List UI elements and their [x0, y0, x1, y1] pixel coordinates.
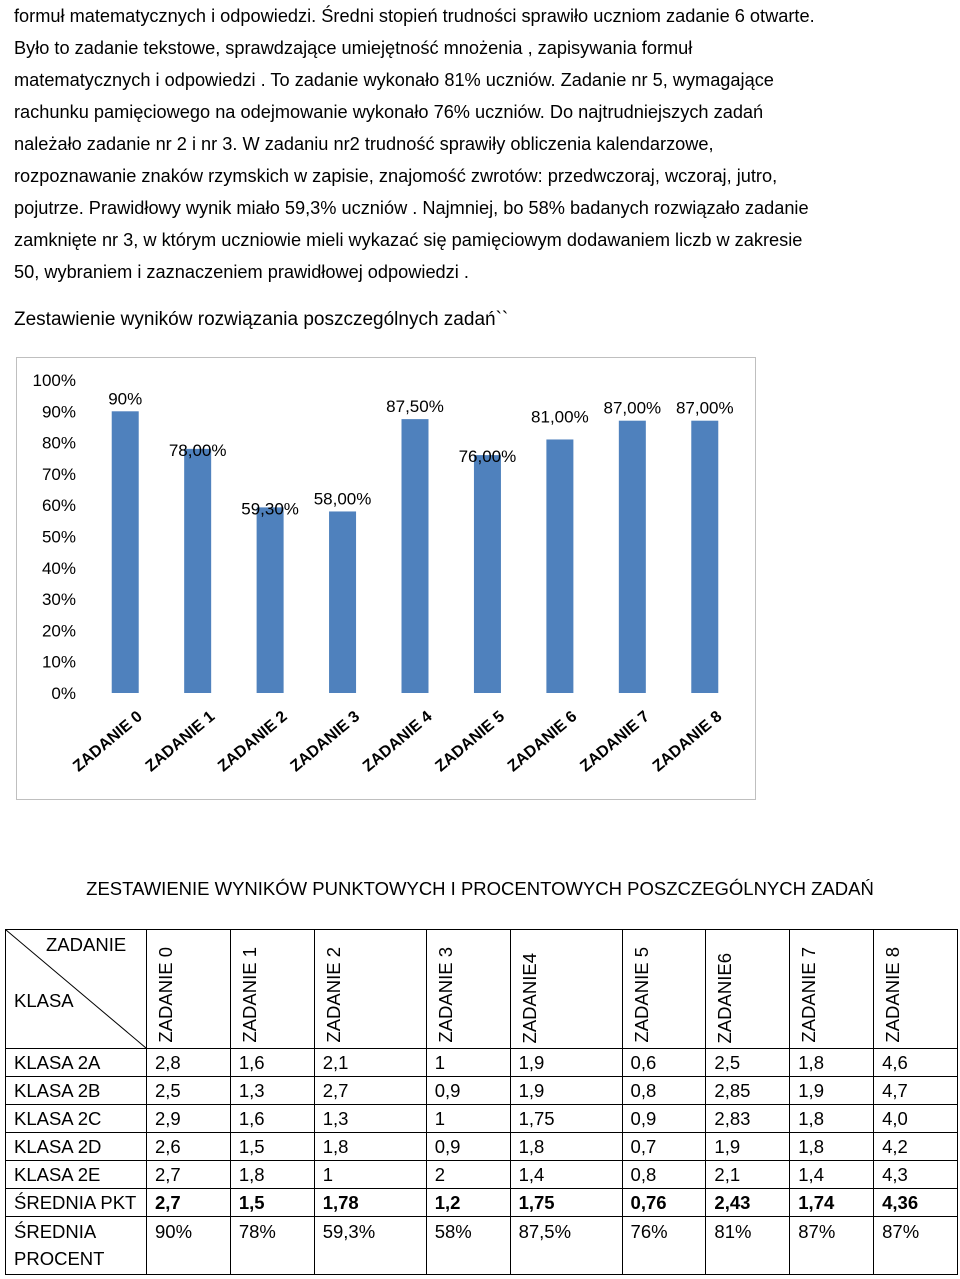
- bar-chart-svg: [17, 358, 755, 799]
- y-tick-label: 70%: [41, 464, 76, 484]
- table-cell: 1,75: [510, 1105, 622, 1133]
- column-header: ZADANIE 1: [230, 930, 314, 1049]
- table-cell: 87%: [874, 1217, 958, 1275]
- results-table: [5, 929, 958, 1275]
- chart-bar: [112, 411, 139, 693]
- table-cell: 1,9: [706, 1133, 790, 1161]
- table-cell: 2,1: [314, 1049, 426, 1077]
- y-tick-label: 40%: [41, 558, 76, 578]
- table-cell: 1,8: [314, 1133, 426, 1161]
- table-cell: 1,9: [510, 1049, 622, 1077]
- table-cell: 2,7: [314, 1077, 426, 1105]
- x-tick-label: ZADANIE 2: [215, 708, 291, 776]
- chart-bar: [474, 455, 501, 693]
- table-cell: 87,5%: [510, 1217, 622, 1275]
- column-header: ZADANIE 7: [790, 930, 874, 1049]
- table-cell: 1: [426, 1049, 510, 1077]
- table-cell: 2,85: [706, 1077, 790, 1105]
- table-cell: 2,6: [147, 1133, 231, 1161]
- corner-header-classes: KLASA: [14, 990, 74, 1011]
- paragraph-line: rozpoznawanie znaków rzymskich w zapisie, znajomość zwrotów: przedwczoraj, wczoraj, jutro,: [14, 166, 778, 186]
- x-tick-label: ZADANIE 8: [649, 708, 726, 776]
- table-cell: 4,2: [874, 1133, 958, 1161]
- table-cell: 1,9: [510, 1077, 622, 1105]
- y-tick-label: 0%: [51, 684, 76, 703]
- y-tick-label: 90%: [41, 402, 76, 422]
- table-title: ZESTAWIENIE WYNIKÓW PUNKTOWYCH I PROCENTOWYCH POSZCZEGÓLNYCH ZADAŃ: [86, 878, 874, 899]
- table-cell: 0,9: [426, 1133, 510, 1161]
- x-tick-label: ZADANIE 5: [432, 708, 509, 776]
- table-cell: 0,8: [622, 1161, 706, 1189]
- row-label: KLASA 2C: [6, 1105, 147, 1133]
- table-row: [6, 1133, 958, 1161]
- data-label: 58,00%: [313, 489, 372, 509]
- y-tick-label: 20%: [41, 621, 76, 641]
- table-cell: 1,8: [790, 1049, 874, 1077]
- paragraph-line: zamknięte nr 3, w którym uczniowie mieli wykazać się pamięciowym dodawaniem liczb w zakresie: [14, 230, 803, 250]
- paragraph-line: należało zadanie nr 2 i nr 3. W zadaniu nr2 trudność sprawiły obliczenia kalendarzowe,: [14, 134, 714, 154]
- table-cell: 90%: [147, 1217, 231, 1275]
- column-header: ZADANIE4: [510, 930, 622, 1049]
- table-row: [6, 1217, 958, 1275]
- column-header: ZADANIE 3: [426, 930, 510, 1049]
- x-tick-label: ZADANIE 1: [142, 708, 219, 776]
- data-label: 59,30%: [241, 499, 299, 519]
- table-cell: 2,5: [147, 1077, 231, 1105]
- table-cell: 58%: [426, 1217, 510, 1275]
- data-label: 87,50%: [386, 397, 444, 417]
- y-tick-label: 60%: [41, 496, 76, 516]
- table-cell: 2,43: [706, 1189, 790, 1217]
- table-row: [6, 1189, 958, 1217]
- row-label: KLASA 2E: [6, 1161, 147, 1189]
- table-cell: 4,36: [874, 1189, 958, 1217]
- column-header: ZADANIE 2: [314, 930, 426, 1049]
- table-cell: 1,8: [230, 1161, 314, 1189]
- table-cell: 2,1: [706, 1161, 790, 1189]
- table-corner-cell: [6, 930, 147, 1049]
- data-label: 87,00%: [603, 398, 662, 418]
- column-header: ZADANIE6: [706, 930, 790, 1049]
- chart-bar: [619, 421, 646, 693]
- y-tick-label: 30%: [41, 590, 76, 610]
- table-header-row: [6, 930, 958, 1049]
- y-tick-label: 50%: [41, 527, 76, 547]
- table-cell: 4,3: [874, 1161, 958, 1189]
- table-cell: 0,6: [622, 1049, 706, 1077]
- x-tick-label: ZADANIE 0: [70, 708, 146, 776]
- y-tick-label: 100%: [32, 371, 76, 390]
- table-cell: 1,74: [790, 1189, 874, 1217]
- body-paragraph: [14, 0, 949, 288]
- table-row: [6, 1105, 958, 1133]
- table-cell: 1,6: [230, 1049, 314, 1077]
- table-cell: 0,9: [426, 1077, 510, 1105]
- row-label: KLASA 2B: [6, 1077, 147, 1105]
- table-cell: 2,7: [147, 1161, 231, 1189]
- data-label: 76,00%: [458, 447, 517, 467]
- table-cell: 1,3: [230, 1077, 314, 1105]
- section-subtitle: Zestawienie wyników rozwiązania poszczególnych zadań``: [14, 309, 509, 330]
- y-tick-label: 80%: [41, 433, 76, 453]
- table-cell: 1,9: [790, 1077, 874, 1105]
- table-cell: 2,9: [147, 1105, 231, 1133]
- paragraph-line: Było to zadanie tekstowe, sprawdzające umiejętność mnożenia , zapisywania formuł: [14, 38, 693, 58]
- table-cell: 1,4: [510, 1161, 622, 1189]
- paragraph-line: 50, wybraniem i zaznaczeniem prawidłowej odpowiedzi .: [14, 262, 469, 282]
- table-cell: 4,0: [874, 1105, 958, 1133]
- paragraph-line: pojutrze. Prawidłowy wynik miało 59,3% uczniów . Najmniej, bo 58% badanych rozwiązało zadanie: [14, 198, 809, 218]
- chart-bar: [329, 511, 356, 693]
- x-tick-label: ZADANIE 6: [504, 708, 581, 776]
- table-cell: 1,78: [314, 1189, 426, 1217]
- table-row: [6, 1077, 958, 1105]
- table-cell: 2,7: [147, 1189, 231, 1217]
- table-cell: 1: [314, 1161, 426, 1189]
- table-cell: 2,83: [706, 1105, 790, 1133]
- table-cell: 2,8: [147, 1049, 231, 1077]
- x-tick-label: ZADANIE 3: [287, 708, 364, 776]
- data-label: 78,00%: [168, 440, 227, 460]
- table-cell: 1: [426, 1105, 510, 1133]
- table-cell: 81%: [706, 1217, 790, 1275]
- column-header: ZADANIE 8: [874, 930, 958, 1049]
- table-cell: 2: [426, 1161, 510, 1189]
- chart-bar: [402, 419, 429, 693]
- paragraph-line: rachunku pamięciowego na odejmowanie wykonało 76% uczniów. Do najtrudniejszych zadań: [14, 102, 764, 122]
- table-cell: 1,3: [314, 1105, 426, 1133]
- corner-header-tasks: ZADANIE: [46, 934, 127, 955]
- table-cell: 1,2: [426, 1189, 510, 1217]
- table-cell: 1,4: [790, 1161, 874, 1189]
- y-tick-label: 10%: [41, 652, 76, 672]
- table-cell: 87%: [790, 1217, 874, 1275]
- table-cell: 0,8: [622, 1077, 706, 1105]
- x-tick-label: ZADANIE 4: [359, 708, 436, 776]
- chart-bar: [546, 439, 573, 693]
- data-label: 90%: [108, 389, 143, 409]
- table-cell: 0,7: [622, 1133, 706, 1161]
- table-cell: 1,6: [230, 1105, 314, 1133]
- chart-bar: [257, 507, 284, 693]
- table-cell: 2,5: [706, 1049, 790, 1077]
- table-cell: 1,5: [230, 1133, 314, 1161]
- column-header: ZADANIE 0: [147, 930, 231, 1049]
- column-header: ZADANIE 5: [622, 930, 706, 1049]
- row-label: KLASA 2D: [6, 1133, 147, 1161]
- data-label: 81,00%: [531, 407, 589, 427]
- table-cell: 0,9: [622, 1105, 706, 1133]
- table-cell: 76%: [622, 1217, 706, 1275]
- table-cell: 78%: [230, 1217, 314, 1275]
- row-label: ŚREDNIA PKT: [6, 1189, 147, 1217]
- table-cell: 59,3%: [314, 1217, 426, 1275]
- table-cell: 1,5: [230, 1189, 314, 1217]
- table-cell: 4,6: [874, 1049, 958, 1077]
- chart-bar: [184, 449, 211, 693]
- table-row: [6, 1161, 958, 1189]
- table-cell: 1,75: [510, 1189, 622, 1217]
- x-tick-label: ZADANIE 7: [577, 708, 653, 776]
- data-label: 87,00%: [675, 398, 734, 418]
- bar-chart: [16, 357, 756, 800]
- row-label: ŚREDNIA PROCENT: [6, 1217, 147, 1275]
- paragraph-line: matematycznych i odpowiedzi . To zadanie wykonało 81% uczniów. Zadanie nr 5, wymagające: [14, 70, 774, 90]
- table-cell: 4,7: [874, 1077, 958, 1105]
- row-label: KLASA 2A: [6, 1049, 147, 1077]
- table-cell: 1,8: [510, 1133, 622, 1161]
- table-cell: 0,76: [622, 1189, 706, 1217]
- table-cell: 1,8: [790, 1105, 874, 1133]
- table-cell: 1,8: [790, 1133, 874, 1161]
- table-row: [6, 1049, 958, 1077]
- chart-bar: [691, 421, 718, 693]
- paragraph-line: formuł matematycznych i odpowiedzi. Średni stopień trudności sprawiło uczniom zadanie 6 otwarte.: [14, 6, 815, 26]
